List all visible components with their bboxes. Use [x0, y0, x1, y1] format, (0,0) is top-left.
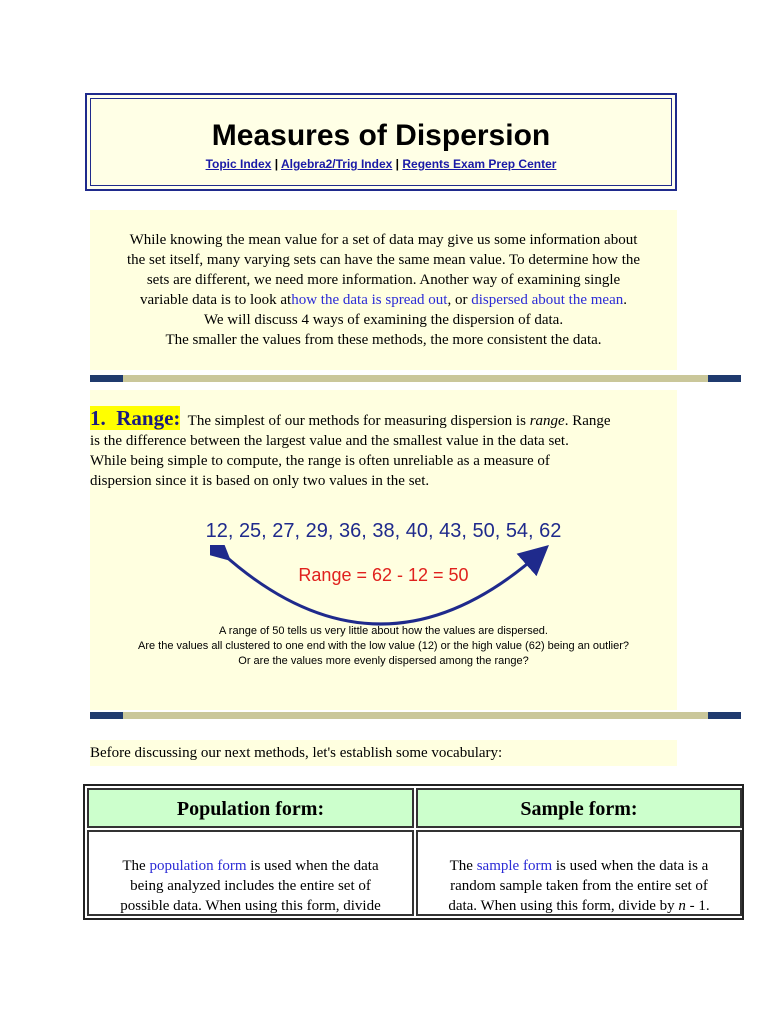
sample-form-header [416, 788, 742, 828]
dispersed-term: dispersed about the mean [471, 292, 624, 308]
table-line [426, 856, 732, 876]
intro-text-fragment: , or [447, 292, 472, 308]
header-box [85, 93, 677, 191]
data-set-values: 12, 25, 27, 29, 36, 38, 40, 43, 50, 54, 62 [205, 520, 562, 542]
range-text-fragment: The simplest of our methods for measuring dispersion is [187, 413, 526, 429]
divider-cap-right [708, 375, 741, 382]
sample-form-cell [416, 830, 742, 916]
range-line: While being simple to compute, the range is often unreliable as a measure of [90, 453, 550, 469]
table-line: possible data. When using this form, divide [120, 898, 381, 914]
range-heading [90, 406, 180, 430]
range-panel [90, 390, 677, 710]
sample-form-term: sample form [476, 858, 553, 874]
note-line: Or are the values more evenly dispersed among the range? [238, 655, 529, 667]
divider-cap-right [708, 712, 741, 719]
intro-line: the set itself, many varying sets can have the same mean value. To determine how the [126, 252, 641, 268]
range-heading-word: Range: [116, 406, 181, 430]
intro-line: We will discuss 4 ways of examining the dispersion of data. [203, 312, 564, 328]
range-line: dispersion since it is based on only two values in the set. [90, 473, 430, 489]
range-heading-number: 1. [90, 406, 106, 430]
n-variable: n [678, 898, 686, 914]
divider-cap-left [90, 712, 123, 719]
note-line: Are the values all clustered to one end with the low value (12) or the high value (62) being an outlier? [137, 640, 630, 652]
section-divider [90, 712, 741, 719]
range-line [90, 408, 677, 431]
table-text-fragment: The [449, 858, 477, 874]
table-line [97, 856, 404, 876]
population-form-header [87, 788, 414, 828]
intro-line [100, 290, 667, 310]
range-term: range [529, 413, 565, 429]
population-form-title: Population form: [176, 798, 325, 820]
intro-text-fragment: variable data is to look at [140, 292, 292, 308]
nav-link-algebra2-trig-index[interactable]: Algebra2/Trig Index [280, 157, 393, 171]
header-inner [90, 98, 672, 186]
population-form-term: population form [149, 858, 247, 874]
page-title: Measures of Dispersion [211, 119, 551, 152]
sample-form-title: Sample form: [520, 798, 638, 820]
intro-line: sets are different, we need more information. Another way of examining single [146, 272, 621, 288]
nav-links [91, 157, 671, 171]
forms-table [83, 784, 744, 920]
nav-link-regents-exam-prep[interactable]: Regents Exam Prep Center [402, 157, 557, 171]
range-equation: Range = 62 - 12 = 50 [298, 565, 469, 585]
range-description [90, 408, 677, 491]
table-text-fragment: - 1. [685, 898, 710, 914]
table-line [426, 896, 732, 916]
range-text-fragment: . Range [564, 413, 611, 429]
sample-form-description [426, 856, 732, 916]
note-line: A range of 50 tells us very little about how the values are dispersed. [219, 625, 548, 637]
intro-panel [90, 210, 677, 370]
vocabulary-intro-text: Before discussing our next methods, let's establish some vocabulary: [90, 745, 503, 761]
table-text-fragment: is used when the data [246, 858, 379, 874]
table-text-fragment: data. When using this form, divide by [448, 898, 679, 914]
table-text-fragment: is used when the data is a [552, 858, 709, 874]
divider-cap-left [90, 375, 123, 382]
table-line: being analyzed includes the entire set of [130, 878, 371, 894]
table-text-fragment: The [122, 858, 150, 874]
vocabulary-intro-panel [90, 740, 677, 766]
population-form-description [97, 856, 404, 916]
nav-separator: | [392, 157, 403, 171]
table-line: random sample taken from the entire set of [450, 878, 708, 894]
intro-text-fragment: . [623, 292, 627, 308]
intro-line: The smaller the values from these methods, the more consistent the data. [165, 332, 602, 348]
population-form-cell [87, 830, 414, 916]
range-arc-arrow [210, 545, 560, 635]
range-line: is the difference between the largest value and the smallest value in the data set. [90, 433, 569, 449]
intro-line: While knowing the mean value for a set of data may give us some information about [129, 232, 638, 248]
nav-link-topic-index[interactable]: Topic Index [205, 157, 272, 171]
range-note [90, 624, 677, 669]
nav-separator: | [271, 157, 281, 171]
intro-text [100, 230, 667, 350]
section-divider [90, 375, 741, 382]
spread-out-term: how the data is spread out [291, 292, 448, 308]
